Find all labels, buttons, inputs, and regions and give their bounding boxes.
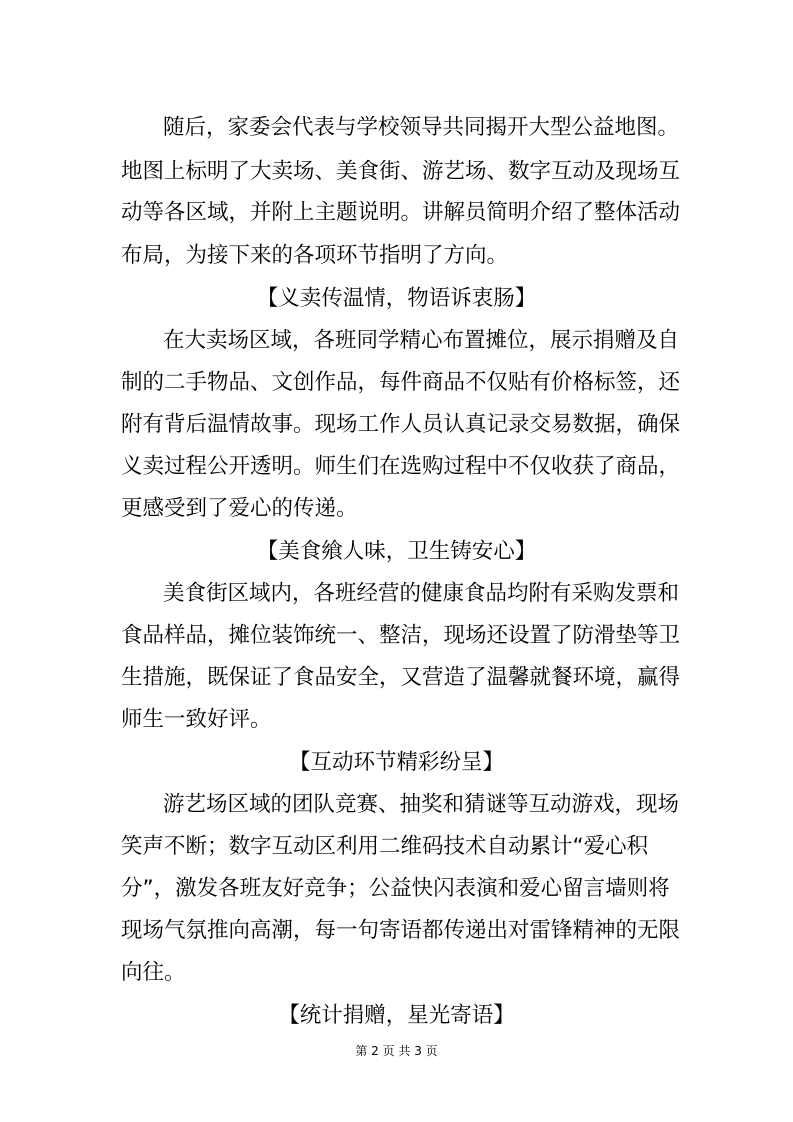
paragraph-line: 生措施，既保证了食品安全，又营造了温馨就餐环境，赢得: [121, 665, 681, 690]
paragraph-line: 更感受到了爱心的传递。: [121, 496, 358, 521]
paragraph-line: 游艺场区域的团队竞赛、抽奖和猜谜等互动游戏，现场: [163, 792, 680, 817]
paragraph-line: 动等各区域，并附上主题说明。讲解员简明介绍了整体活动: [121, 200, 681, 225]
paragraph-line: 附有背后温情故事。现场工作人员认真记录交易数据，确保: [121, 412, 681, 437]
section-heading: 【义卖传温情，物语诉衷肠】: [256, 286, 537, 311]
paragraph-line: 义卖过程公开透明。师生们在选购过程中不仅收获了商品，: [121, 454, 681, 479]
paragraph-line: 在大卖场区域，各班同学精心布置摊位，展示捐赠及自: [163, 328, 680, 353]
paragraph-line: 地图上标明了大卖场、美食街、游艺场、数字互动及现场互: [121, 159, 681, 184]
paragraph-line: 向往。: [121, 960, 186, 985]
paragraph-line: 现场气氛推向高潮，每一句寄语都传递出对雷锋精神的无限: [121, 918, 681, 943]
paragraph-line: 师生一致好评。: [121, 707, 272, 732]
paragraph-line: 随后，家委会代表与学校领导共同揭开大型公益地图。: [163, 115, 680, 140]
paragraph-line: 食品样品，摊位装饰统一、整洁，现场还设置了防滑垫等卫: [121, 623, 681, 648]
page-number-footer: 第 2 页 共 3 页: [355, 1044, 438, 1058]
section-heading: 【统计捐赠，星光寄语】: [278, 1003, 515, 1028]
paragraph-line: 笑声不断；数字互动区利用二维码技术自动累计“爱心积: [121, 834, 649, 859]
section-heading: 【互动环节精彩纷呈】: [288, 750, 504, 775]
paragraph-line: 美食街区域内，各班经营的健康食品均附有采购发票和: [163, 581, 680, 606]
paragraph-line: 制的二手物品、文创作品，每件商品不仅贴有价格标签，还: [121, 370, 681, 395]
paragraph-line: 分”，激发各班友好竞争；公益快闪表演和爱心留言墙则将: [121, 876, 670, 901]
section-heading: 【美食飨人味，卫生铸安心】: [256, 539, 537, 564]
paragraph-line: 布局，为接下来的各项环节指明了方向。: [121, 243, 509, 268]
